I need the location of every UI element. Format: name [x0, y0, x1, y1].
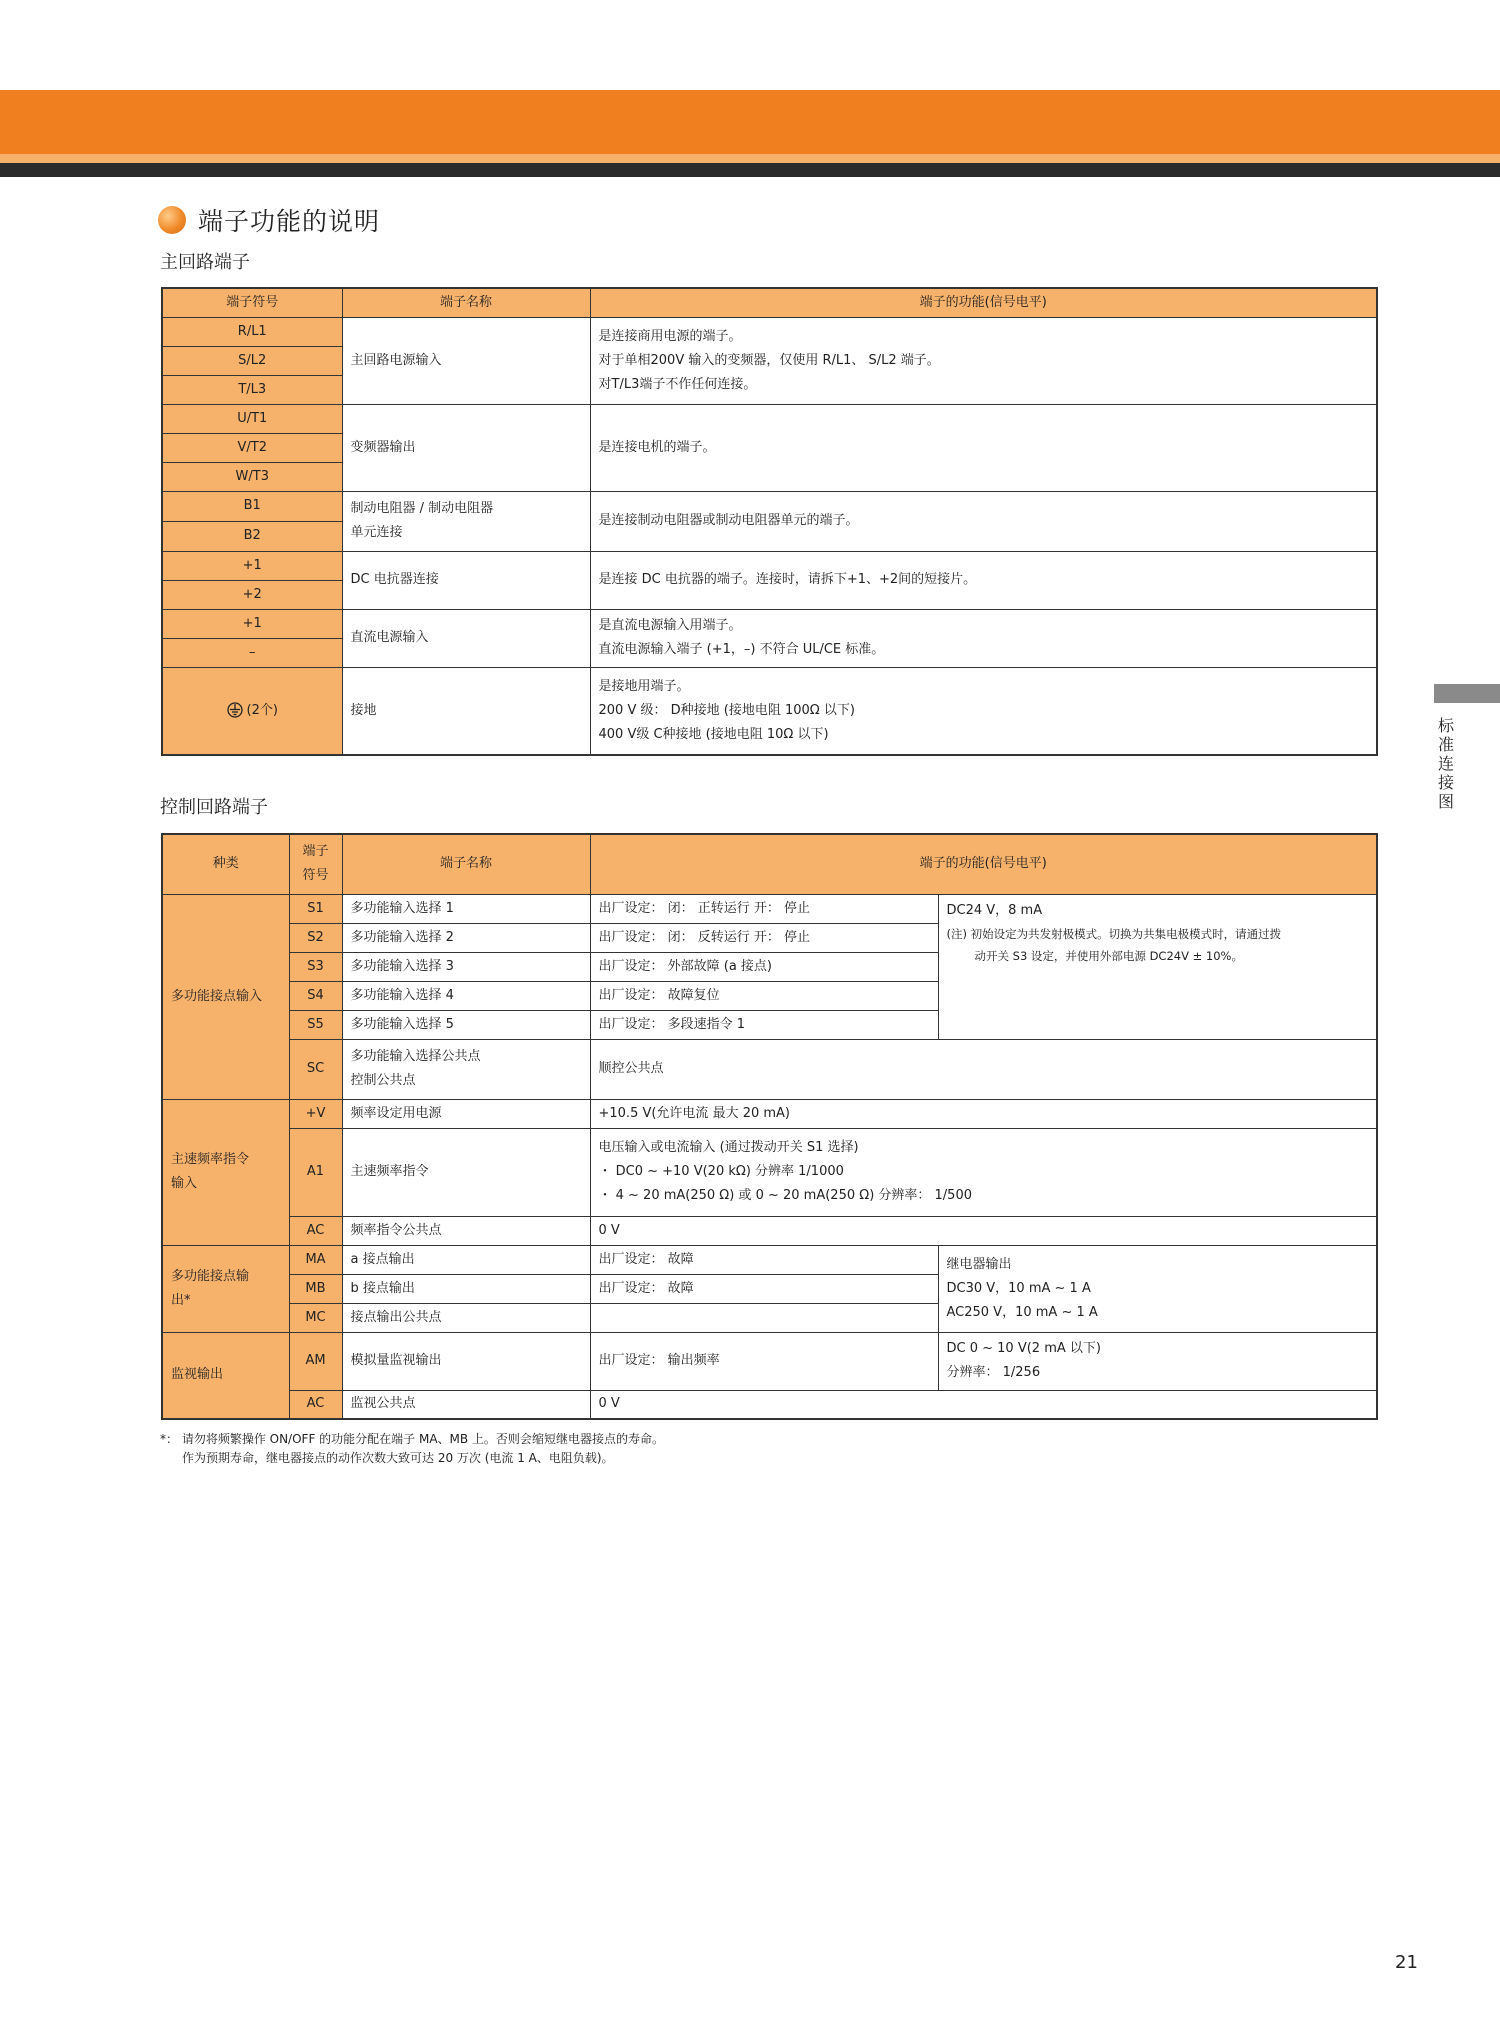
terminal-name: 接点输出公共点	[342, 1303, 590, 1332]
terminal-symbol: S1	[289, 894, 342, 923]
terminal-symbol: AC	[289, 1216, 342, 1245]
terminal-function: 是连接电机的端子。	[590, 404, 1377, 491]
terminal-name: 多功能输入选择 1	[342, 894, 590, 923]
terminal-symbol: AC	[289, 1390, 342, 1419]
terminal-symbol: MA	[289, 1245, 342, 1274]
terminal-function: 是直流电源输入用端子。 直流电源输入端子 (+1，–) 不符合 UL/CE 标准。	[590, 609, 1377, 667]
terminal-symbol: T/L3	[162, 375, 342, 404]
group-label: 主速频率指令 输入	[162, 1099, 289, 1245]
input-spec: DC24 V，8 mA (注) 初始设定为共发射极模式。切换为共集电极模式时，请通过拨 动开关 S3 设定，并使用外部电源 DC24V ± 10%。	[938, 894, 1377, 1039]
terminal-name: 多功能输入选择 2	[342, 923, 590, 952]
terminal-symbol: S2	[289, 923, 342, 952]
terminal-symbol: AM	[289, 1332, 342, 1390]
terminal-function: 顺控公共点	[590, 1039, 1377, 1099]
terminal-name: 多功能输入选择公共点 控制公共点	[342, 1039, 590, 1099]
terminal-symbol: V/T2	[162, 433, 342, 462]
terminal-function: 出厂设定： 闭： 反转运行 开： 停止	[590, 923, 938, 952]
section-title: 端子功能的说明	[158, 203, 380, 237]
terminal-name: 监视公共点	[342, 1390, 590, 1419]
terminal-symbol: B1	[162, 491, 342, 521]
terminal-function: +10.5 V(允许电流 最大 20 mA)	[590, 1099, 1377, 1128]
terminal-function	[590, 1303, 938, 1332]
relay-spec: 继电器输出 DC30 V，10 mA ~ 1 A AC250 V，10 mA ~ 1 A	[938, 1245, 1377, 1332]
monitor-spec: DC 0 ~ 10 V(2 mA 以下) 分辨率： 1/256	[938, 1332, 1377, 1390]
terminal-symbol: MC	[289, 1303, 342, 1332]
terminal-function: 出厂设定： 故障	[590, 1245, 938, 1274]
terminal-symbol: U/T1	[162, 404, 342, 433]
footnote: *： 请勿将频繁操作 ON/OFF 的功能分配在端子 MA、MB 上。否则会缩短继电器接点的寿命。 作为预期寿命，继电器接点的动作次数大致可达 20 万次 (电流 1 A、电阻负载)。	[160, 1432, 664, 1465]
terminal-symbol: +V	[289, 1099, 342, 1128]
terminal-symbol: S4	[289, 981, 342, 1010]
terminal-symbol: +1	[162, 551, 342, 580]
terminal-name: 多功能输入选择 3	[342, 952, 590, 981]
terminal-symbol: +2	[162, 580, 342, 609]
terminal-name: 变频器输出	[342, 404, 590, 491]
terminal-name: a 接点输出	[342, 1245, 590, 1274]
group-label: 多功能接点输 出*	[162, 1245, 289, 1332]
main-circuit-table: 端子符号 端子名称 端子的功能(信号电平) R/L1 主回路电源输入 是连接商用电源的端子。 对于单相200V 输入的变频器，仅使用 R/L1、 S/L2 端子。 对T/L3端子不作任何连接。 S/L2 T/L3 U/T1 变频器输出 是连接电机的端子。 V/T2 W/T3 B1 制动电阻器 / 制动电阻器 单元连接 是连接制动电阻器或制动电阻器单元的端子。 B2 +1 DC 电抗器连接 是连接 DC 电抗器的端子。连接时，请拆下+1、+2间的短接片。 +2 +1 直流电源输入 是直流电源输入用端子。 直流电源输入端子 (+1，–) 不符合 UL/CE 标准。 – (2个) 接地 是接地用端子。 200 V 级： D种接地 (接地电阻 100Ω 以下) 400 V级 C种接地 (接地电阻 10Ω 以下)	[161, 287, 1378, 756]
terminal-symbol: –	[162, 638, 342, 667]
terminal-symbol: S3	[289, 952, 342, 981]
terminal-function: 出厂设定： 输出频率	[590, 1332, 938, 1390]
terminal-name: 频率指令公共点	[342, 1216, 590, 1245]
ground-icon	[227, 702, 243, 718]
terminal-function: 出厂设定： 闭： 正转运行 开： 停止	[590, 894, 938, 923]
main-circuit-title: 主回路端子	[160, 252, 250, 273]
terminal-symbol: S5	[289, 1010, 342, 1039]
group-label: 监视输出	[162, 1332, 289, 1419]
terminal-function: 是连接 DC 电抗器的端子。连接时，请拆下+1、+2间的短接片。	[590, 551, 1377, 609]
terminal-symbol: MB	[289, 1274, 342, 1303]
terminal-symbol: SC	[289, 1039, 342, 1099]
header-band-dark	[0, 163, 1500, 177]
terminal-function: 是接地用端子。 200 V 级： D种接地 (接地电阻 100Ω 以下) 400 V级 C种接地 (接地电阻 10Ω 以下)	[590, 667, 1377, 755]
control-circuit-title: 控制回路端子	[160, 797, 268, 818]
header-band-light	[0, 154, 1500, 163]
terminal-function: 是连接商用电源的端子。 对于单相200V 输入的变频器，仅使用 R/L1、 S/L2 端子。 对T/L3端子不作任何连接。	[590, 317, 1377, 404]
orange-bullet-icon	[158, 206, 186, 234]
terminal-symbol: (2个)	[162, 667, 342, 755]
terminal-name: 频率设定用电源	[342, 1099, 590, 1128]
terminal-symbol: +1	[162, 609, 342, 638]
terminal-function: 出厂设定： 外部故障 (a 接点)	[590, 952, 938, 981]
terminal-function: 0 V	[590, 1390, 1377, 1419]
terminal-symbol: R/L1	[162, 317, 342, 346]
group-label: 多功能接点输入	[162, 894, 289, 1099]
terminal-symbol: B2	[162, 521, 342, 551]
terminal-name: 制动电阻器 / 制动电阻器 单元连接	[342, 491, 590, 551]
terminal-name: b 接点输出	[342, 1274, 590, 1303]
terminal-function: 出厂设定： 故障	[590, 1274, 938, 1303]
terminal-name: 主速频率指令	[342, 1128, 590, 1216]
terminal-name: 模拟量监视输出	[342, 1332, 590, 1390]
terminal-function: 出厂设定： 多段速指令 1	[590, 1010, 938, 1039]
terminal-function: 出厂设定： 故障复位	[590, 981, 938, 1010]
side-tab-label: 标准连接图	[1437, 716, 1454, 811]
terminal-name: 多功能输入选择 5	[342, 1010, 590, 1039]
terminal-symbol: S/L2	[162, 346, 342, 375]
terminal-name: 多功能输入选择 4	[342, 981, 590, 1010]
terminal-name: 主回路电源输入	[342, 317, 590, 404]
side-tab-marker	[1434, 684, 1500, 703]
terminal-name: 直流电源输入	[342, 609, 590, 667]
terminal-name: 接地	[342, 667, 590, 755]
page-number: 21	[1395, 1952, 1418, 1973]
terminal-symbol: A1	[289, 1128, 342, 1216]
terminal-name: DC 电抗器连接	[342, 551, 590, 609]
header-band	[0, 90, 1500, 154]
terminal-symbol: W/T3	[162, 462, 342, 491]
terminal-function: 电压输入或电流输入 (通过拨动开关 S1 选择) ・ DC0 ~ +10 V(20 kΩ) 分辨率 1/1000 ・ 4 ~ 20 mA(250 Ω) 或 0 ~ 20 mA(250 Ω) 分辨率： 1/500	[590, 1128, 1377, 1216]
terminal-function: 是连接制动电阻器或制动电阻器单元的端子。	[590, 491, 1377, 551]
control-circuit-table: 种类 端子 符号 端子名称 端子的功能(信号电平) 多功能接点输入 S1 多功能输入选择 1 出厂设定： 闭： 正转运行 开： 停止 DC24 V，8 mA (注) 初始设定为共发射极模式。切换为共集电极模式时，请通过拨 动开关 S3 设定，并使用外部电源 DC24V ± 10%。 S2 多功能输入选择 2 出厂设定： 闭： 反转运行 开： 停止 S3 多功能输入选择 3 出厂设定： 外部故障 (a 接点) S4 多功能输入选择 4 出厂设定： 故障复位 S5 多功能输入选择 5 出厂设定： 多段速指令 1 SC 多功能输入选择公共点 控制公共点 顺控公共点 主速频率指令 输入 +V 频率设定用电源 +10.5 V(允许电流 最大 20 mA) A1 主速频率指令 电压输入或电流输入 (通过拨动开关 S1 选择) ・ DC0 ~ +10 V(20 kΩ) 分辨率 1/1000 ・ 4 ~ 20 mA(250 Ω) 或 0 ~ 20 mA(250 Ω) 分辨率： 1/500 AC 频率指令公共点 0 V 多功能接点输 出* MA a 接点输出 出厂设定： 故障 继电器输出 DC30 V，10 mA ~ 1 A AC250 V，10 mA ~ 1 A MB b 接点输出 出厂设定： 故障 MC 接点输出公共点 监视输出 AM 模拟量监视输出 出厂设定： 输出频率 DC 0 ~ 10 V(2 mA 以下) 分辨率： 1/256 AC 监视公共点 0 V	[161, 833, 1378, 1420]
terminal-function: 0 V	[590, 1216, 1377, 1245]
